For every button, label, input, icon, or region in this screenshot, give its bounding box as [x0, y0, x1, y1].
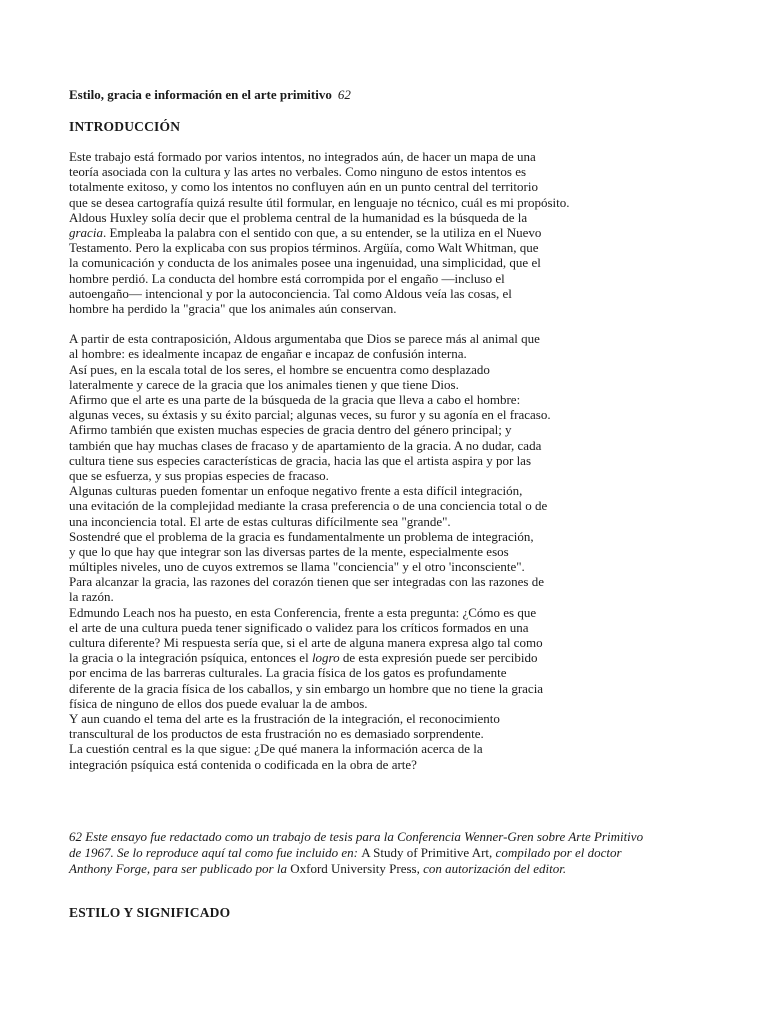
text-line: algunas veces, su éxtasis y su éxito parcial; algunas veces, su furor y su agonía en el fracaso. — [69, 407, 551, 423]
text-line: Sostendré que el problema de la gracia es fundamentalmente un problema de integración, — [69, 528, 534, 544]
text-line: Para alcanzar la gracia, las razones del corazón tienen que ser integradas con las razones de — [69, 574, 544, 590]
text-span: la gracia o la integración psíquica, entonces el — [69, 650, 312, 666]
text-line: múltiples niveles, uno de cuyos extremos se llama "conciencia" y el otro 'inconsciente". — [69, 559, 525, 575]
body-text — [69, 149, 629, 772]
text-line: Afirmo que el arte es una parte de la búsqueda de la gracia que lleva a cabo el hombre: — [69, 392, 521, 407]
text-line: también que hay muchas clases de fracaso y de apartamiento de la gracia. A no dudar, cada — [69, 437, 542, 453]
text-line: Aldous Huxley solía decir que el problema central de la humanidad es la búsqueda de la — [69, 209, 528, 225]
text-line: Algunas culturas pueden fomentar un enfoque negativo frente a esta difícil integración, — [69, 483, 523, 499]
text-line: totalmente exitoso, y como los intentos no confluyen aún en un punto central del territorio — [69, 179, 538, 195]
text-line: diferente de la gracia física de los caballos, y sin embargo un hombre que no tiene la gracia — [69, 680, 544, 696]
text-line: La cuestión central es la que sigue: ¿De qué manera la información acerca de la — [69, 741, 483, 757]
text-span: de esta expresión puede ser percibido — [339, 650, 538, 666]
footnote-line: 62 Este ensayo fue redactado como un trabajo de tesis para la Conferencia Wenner-Gren sobre Arte Primitivo — [69, 829, 644, 844]
text-line: una evitación de la complejidad mediante la crasa preferencia o de una conciencia total o de — [69, 498, 548, 514]
text-line: Edmundo Leach nos ha puesto, en esta Conferencia, frente a esta pregunta: ¿Cómo es que — [69, 604, 537, 620]
publisher-name: Oxford University Press — [290, 860, 417, 876]
text-line — [69, 650, 629, 665]
text-line: Y aun cuando el tema del arte es la frustración de la integración, el reconocimiento — [69, 710, 500, 726]
text-span: , con autorización del editor. — [416, 860, 567, 876]
section-heading-estilo: ESTILO Y SIGNIFICADO — [69, 905, 231, 920]
text-line: cultura diferente? Mi respuesta sería que, si el arte de alguna manera expresa algo tal como — [69, 635, 543, 650]
text-span: de 1967. Se lo reproduce aquí tal como fue incluido en: — [69, 844, 362, 860]
text-line: teoría asociada con la cultura y las artes no verbales. Como ninguno de estos intentos es — [69, 164, 527, 180]
paragraph-gap — [69, 316, 629, 331]
footnote-line — [69, 845, 729, 861]
text-line: que se esfuerza, y sus propias especies de fracaso. — [69, 467, 329, 483]
chapter-title — [69, 87, 351, 103]
text-line: hombre perdió. La conducta del hombre está corrompida por el engaño —incluso el — [69, 270, 505, 286]
text-line: una inconciencia total. El arte de estas culturas difícilmente sea "grande". — [69, 513, 451, 529]
text-line: física de ninguno de ellos dos puede evaluar la de ambos. — [69, 695, 368, 711]
text-span: . Empleaba la palabra con el sentido con que, a su entender, se la utiliza en el Nuevo — [102, 224, 542, 240]
text-line: hombre ha perdido la "gracia" que los animales aún conservan. — [69, 300, 397, 316]
text-line: Afirmo también que existen muchas especies de gracia dentro del género principal; y — [69, 422, 512, 438]
footnote — [69, 829, 729, 876]
text-line: al hombre: es idealmente incapaz de engañar e incapaz de confusión interna. — [69, 346, 467, 362]
chapter-title-text: Estilo, gracia e información en el arte primitivo — [69, 87, 332, 102]
footnote-line — [69, 861, 729, 877]
text-line: y que lo que hay que integrar son las diversas partes de la mente, especialmente esos — [69, 543, 509, 559]
text-span: Anthony Forge, para ser publicado por la — [69, 860, 291, 876]
text-line: la comunicación y conducta de los animales posee una ingenuidad, una simplicidad, que el — [69, 255, 541, 271]
text-line: Este trabajo está formado por varios intentos, no integrados aún, de hacer un mapa de una — [69, 149, 536, 164]
emphasis-logro: logro — [311, 650, 340, 666]
text-line: que se desea cartografía quizá resulte útil formular, en lenguaje no técnico, cuál es mi propósito. — [69, 194, 570, 210]
text-line: Testamento. Pero la explicaba con sus propios términos. Argüía, como Walt Whitman, que — [69, 240, 539, 256]
text-line — [69, 225, 629, 240]
book-title: A Study of Primitive Art, — [361, 844, 493, 860]
text-line: transcultural de los productos de esta frustración no es demasiado sorprendente. — [69, 726, 484, 742]
text-line: integración psíquica está contenida o codificada en la obra de arte? — [69, 756, 417, 772]
text-line: A partir de esta contraposición, Aldous argumentaba que Dios se parece más al animal que — [69, 331, 540, 347]
text-line: lateralmente y carece de la gracia que los animales tienen y que tiene Dios. — [69, 376, 459, 392]
text-line: la razón. — [69, 589, 114, 605]
emphasis-gracia: gracia — [69, 224, 103, 240]
section-heading-introduccion: INTRODUCCIÓN — [69, 119, 181, 134]
text-line: autoengaño— intencional y por la autoconciencia. Tal como Aldous veía las cosas, el — [69, 285, 512, 301]
text-line: por encima de las barreras culturales. La gracia física de los gatos es profundamente — [69, 665, 507, 681]
text-line: Así pues, en la escala total de los seres, el hombre se encuentra como desplazado — [69, 361, 490, 377]
text-span: compilado por el doctor — [492, 844, 622, 860]
text-line: cultura tiene sus especies características de gracia, hacia las que el artista aspira y por las — [69, 452, 532, 468]
footnote-reference: 62 — [337, 87, 351, 102]
text-line: el arte de una cultura pueda tener significado o validez para los críticos formados en una — [69, 619, 529, 635]
